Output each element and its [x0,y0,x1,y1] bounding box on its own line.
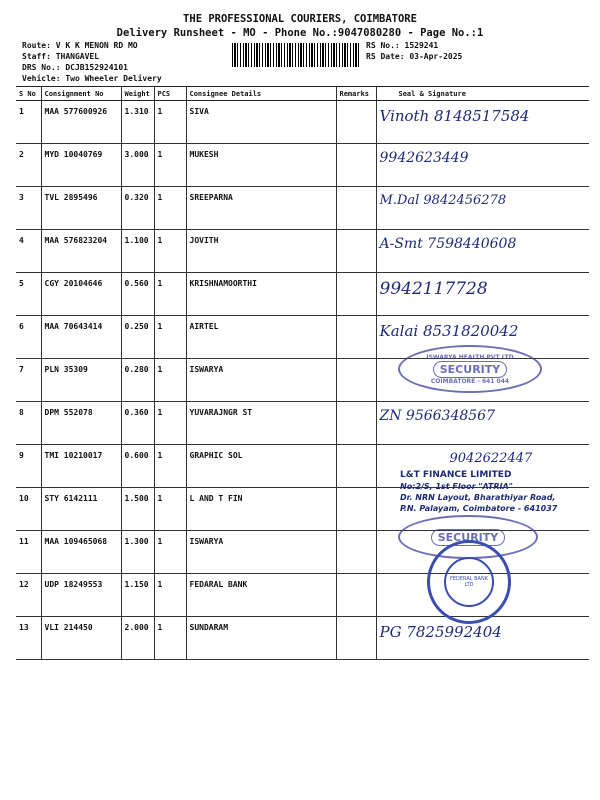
cell-consignee: KRISHNAMOORTHI [186,273,336,316]
cell-pcs: 1 [154,574,186,617]
cell-consignee: L AND T FIN [186,488,336,531]
cell-consignee: SREEPARNA [186,187,336,230]
cell-sno: 8 [16,402,41,445]
cell-consignment: TVL 2895496 [41,187,121,230]
cell-pcs: 1 [154,144,186,187]
table-row [16,273,589,316]
cell-weight: 0.360 [121,402,154,445]
cell-consignee: YUVARAJNGR ST [186,402,336,445]
cell-consignment: UDP 18249553 [41,574,121,617]
header-sno: S No [16,87,41,101]
cell-consignment: PLN 35309 [41,359,121,402]
cell-signature [376,144,589,187]
cell-pcs: 1 [154,230,186,273]
lt-finance-name: L&T FINANCE LIMITED [400,470,512,480]
bank-seal-text: FEDERAL BANK LTD [444,557,494,607]
cell-consignee: AIRTEL [186,316,336,359]
cell-weight: 1.150 [121,574,154,617]
cell-remarks [336,445,376,488]
cell-remarks [336,101,376,144]
table-row [16,187,589,230]
cell-pcs: 1 [154,617,186,660]
cell-weight: 0.280 [121,359,154,402]
cell-remarks [336,187,376,230]
cell-consignee: JOVITH [186,230,336,273]
cell-remarks [336,359,376,402]
cell-pcs: 1 [154,187,186,230]
cell-consignment: CGY 20104646 [41,273,121,316]
cell-weight: 2.000 [121,617,154,660]
cell-pcs: 1 [154,273,186,316]
cell-sno: 10 [16,488,41,531]
cell-signature [376,273,589,316]
cell-consignee: FEDARAL BANK [186,574,336,617]
cell-remarks [336,531,376,574]
cell-remarks [336,230,376,273]
lt-address-line3: P.N. Palayam, Coimbatore - 641037 [400,504,558,513]
cell-weight: 1.100 [121,230,154,273]
handwritten-signature: M.Dal 9842456278 [379,193,507,208]
header-remarks: Remarks [336,87,376,101]
cell-weight: 0.560 [121,273,154,316]
table-row [16,402,589,445]
cell-weight: 0.320 [121,187,154,230]
cell-consignment: STY 6142111 [41,488,121,531]
cell-signature [376,187,589,230]
cell-pcs: 1 [154,316,186,359]
cell-weight: 0.600 [121,445,154,488]
rs-number: RS No.: 1529241 [366,41,439,50]
handwritten-signature: Vinoth 8148517584 [379,107,530,125]
security-stamp [398,345,542,393]
cell-sno: 2 [16,144,41,187]
cell-remarks [336,402,376,445]
cell-pcs: 1 [154,101,186,144]
header-weight: Weight [121,87,154,101]
table-row [16,230,589,273]
cell-sno: 1 [16,101,41,144]
cell-sno: 3 [16,187,41,230]
stamp-top-text: ISWARYA HEALTH PVT LTD [426,353,514,361]
bank-seal [427,540,511,624]
header-consignee: Consignee Details [186,87,336,101]
cell-sno: 11 [16,531,41,574]
handwritten-signature: 9942623449 [379,150,469,166]
cell-weight: 1.500 [121,488,154,531]
cell-consignee: SUNDARAM [186,617,336,660]
cell-weight: 0.250 [121,316,154,359]
handwritten-signature: ZN 9566348567 [379,408,495,424]
stamp-main-text: SECURITY [431,529,505,546]
cell-consignee: SIVA [186,101,336,144]
cell-pcs: 1 [154,531,186,574]
cell-remarks [336,316,376,359]
cell-consignment: MAA 577600926 [41,101,121,144]
cell-signature [376,617,589,660]
cell-consignment: VLI 214450 [41,617,121,660]
cell-consignment: TMI 10210017 [41,445,121,488]
cell-consignee: ISWARYA [186,359,336,402]
cell-pcs: 1 [154,488,186,531]
cell-remarks [336,488,376,531]
cell-remarks [336,273,376,316]
cell-pcs: 1 [154,445,186,488]
cell-remarks [336,144,376,187]
handwritten-signature: Kalai 8531820042 [379,322,519,340]
cell-signature [376,230,589,273]
cell-sno: 7 [16,359,41,402]
header-seal: Seal & Signature [376,87,589,101]
rs-date: RS Date: 03-Apr-2025 [366,52,463,61]
stamp-main-text: SECURITY [433,361,507,378]
barcode-image [232,43,360,67]
cell-weight: 3.000 [121,144,154,187]
cell-sno: 5 [16,273,41,316]
cell-remarks [336,574,376,617]
handwritten-signature: PG 7825992404 [379,623,502,641]
header-consignment: Consignment No [41,87,121,101]
cell-pcs: 1 [154,402,186,445]
cell-consignment: MYD 10040769 [41,144,121,187]
cell-sno: 6 [16,316,41,359]
cell-signature [376,101,589,144]
handwritten-signature: 9942117728 [379,279,488,299]
company-title: THE PROFESSIONAL COURIERS, COIMBATORE [183,13,417,25]
lt-address-line1: No:2/S, 1st Floor "ATRIA" [400,482,513,491]
cell-consignment: DPM 552078 [41,402,121,445]
cell-remarks [336,617,376,660]
cell-consignee: GRAPHIC SOL [186,445,336,488]
cell-sno: 4 [16,230,41,273]
staff-text: Staff: THANGAVEL [22,52,100,61]
cell-consignee: MUKESH [186,144,336,187]
cell-weight: 1.300 [121,531,154,574]
header-pcs: PCS [154,87,186,101]
cell-consignment: MAA 70643414 [41,316,121,359]
table-row [16,101,589,144]
cell-consignment: MAA 576823204 [41,230,121,273]
table-row [16,144,589,187]
handwritten-signature: 9042622447 [449,451,533,466]
cell-weight: 1.310 [121,101,154,144]
lt-finance-stamp [400,470,590,514]
lt-address-line2: Dr. NRN Layout, Bharathiyar Road, [400,493,556,502]
handwritten-signature: A-Smt 7598440608 [379,236,517,252]
cell-consignment: MAA 109465068 [41,531,121,574]
cell-consignee: ISWARYA [186,531,336,574]
drs-number: DRS No.: DCJB152924101 [22,63,128,72]
table-header-row [16,87,589,101]
stamp-bottom-text: COIMBATORE - 641 044 [430,377,510,385]
route-text: Route: V K K MENON RD MO [22,41,138,50]
cell-sno: 12 [16,574,41,617]
cell-sno: 13 [16,617,41,660]
table-row [16,617,589,660]
cell-signature [376,402,589,445]
runsheet-subtitle: Delivery Runsheet - MO - Phone No.:9047080280 - Page No.:1 [116,27,484,39]
vehicle-text: Vehicle: Two Wheeler Delivery [22,74,162,83]
cell-pcs: 1 [154,359,186,402]
cell-sno: 9 [16,445,41,488]
